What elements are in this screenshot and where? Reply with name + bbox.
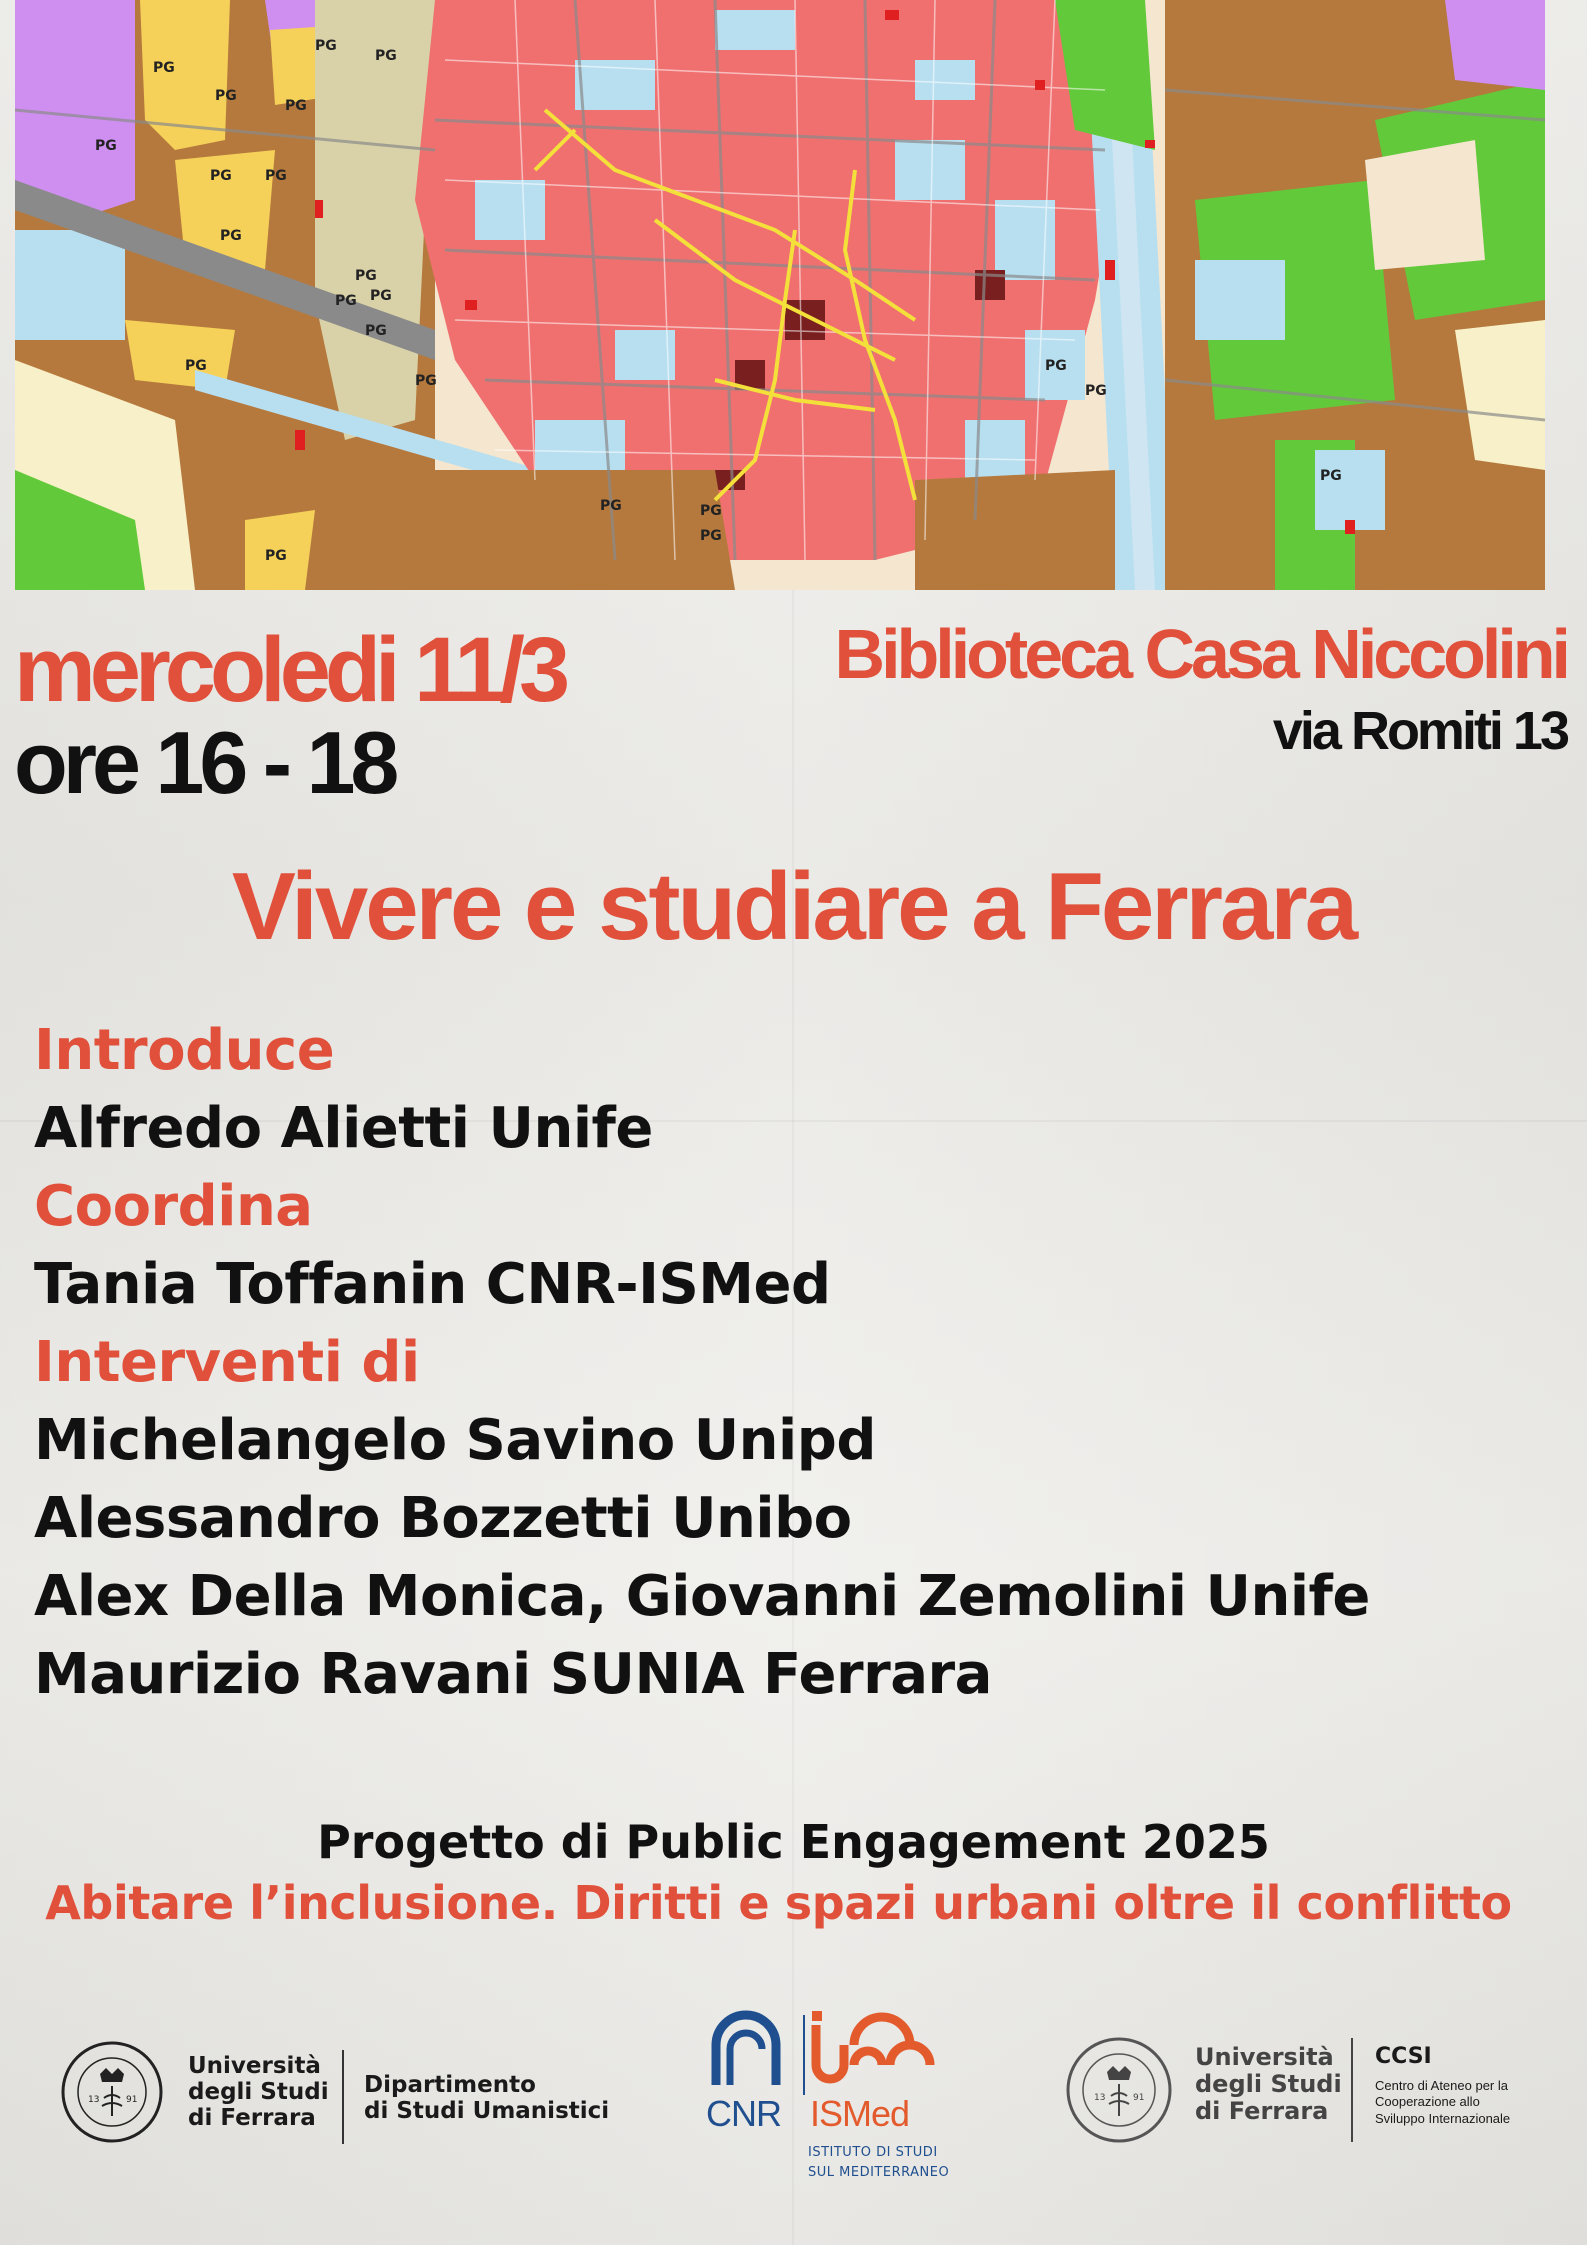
speaker-item: Alessandro Bozzetti Unibo [34, 1486, 852, 1551]
event-date: mercoledi 11/3 [14, 619, 565, 721]
map-zone-label: PG [285, 98, 307, 114]
ccsi-subtitle: Centro di Ateneo per la Cooperazione allo Sviluppo Internazionale [1375, 2078, 1511, 2126]
venue-address: via Romiti 13 [1272, 701, 1567, 761]
map-zone-label: PG [315, 38, 337, 54]
map-zone-label: PG [365, 323, 387, 339]
svg-text:13: 13 [88, 2095, 100, 2105]
university-seal-icon [1065, 2036, 1173, 2144]
map-zone-label: PG [1320, 468, 1342, 484]
logo-unife-dsu [60, 2040, 620, 2150]
map-zone-label: PG [1045, 358, 1067, 374]
map-zone-label: PG [215, 88, 237, 104]
role-interventi-label: Interventi di [34, 1330, 420, 1395]
role-introduce-label: Introduce [34, 1018, 335, 1083]
map-zone-label: PG [700, 503, 722, 519]
map-zone-label: PG [185, 358, 207, 374]
logo-divider [342, 2050, 344, 2144]
map-zone-label: PG [265, 168, 287, 184]
event-title: Vivere e studiare a Ferrara [231, 853, 1356, 960]
svg-text:91: 91 [1133, 2093, 1145, 2103]
ccsi-label: CCSI [1375, 2044, 1432, 2069]
map-zone-label: PG [153, 60, 175, 76]
speaker-item: Michelangelo Savino Unipd [34, 1408, 876, 1473]
map-zone-label: PG [220, 228, 242, 244]
coordina-speaker: Tania Toffanin CNR-ISMed [34, 1252, 831, 1317]
cnr-ismed-mark-icon [704, 2005, 974, 2095]
ismed-label: ISMed [810, 2093, 910, 2134]
speaker-item: Maurizio Ravani SUNIA Ferrara [34, 1642, 992, 1707]
speaker-item: Alex Della Monica, Giovanni Zemolini Unife [34, 1564, 1370, 1629]
project-title: Abitare l’inclusione. Diritti e spazi urbani oltre il conflitto [45, 1876, 1512, 1930]
ismed-subtitle: ISTITUTO DI STUDI SUL MEDITERRANEO [808, 2145, 950, 2180]
city-plan-map [15, 0, 1545, 590]
map-zone-label: PG [335, 293, 357, 309]
introduce-speaker: Alfredo Alietti Unife [34, 1096, 653, 1161]
map-zone-label: PG [355, 268, 377, 284]
map-zone-label: PG [95, 138, 117, 154]
svg-text:91: 91 [126, 2095, 138, 2105]
logo-unife-ccsi [1065, 2030, 1545, 2150]
project-label: Progetto di Public Engagement 2025 [317, 1815, 1270, 1869]
unife-name: Università degli Studi di Ferrara [188, 2053, 329, 2131]
map-zone-label: PG [265, 548, 287, 564]
logo-divider [1351, 2038, 1353, 2142]
unife-name: Università degli Studi di Ferrara [1195, 2043, 1342, 2125]
logo-cnr-ismed [704, 2005, 974, 2205]
city-plan-map-graphic [15, 0, 1545, 590]
map-zone-label: PG [210, 168, 232, 184]
university-seal-icon [60, 2040, 164, 2144]
event-time: ore 16 - 18 [14, 713, 395, 812]
program-list [34, 1012, 1534, 1714]
map-zone-label: PG [415, 373, 437, 389]
map-zone-label: PG [700, 528, 722, 544]
map-zone-label: PG [600, 498, 622, 514]
svg-text:13: 13 [1094, 2093, 1106, 2103]
map-zone-label: PG [370, 288, 392, 304]
cnr-label: CNR [706, 2093, 781, 2134]
map-zone-label: PG [1085, 383, 1107, 399]
map-zone-label: PG [375, 48, 397, 64]
role-coordina-label: Coordina [34, 1174, 313, 1239]
venue-name: Biblioteca Casa Niccolini [834, 615, 1567, 693]
department-name: Dipartimento di Studi Umanistici [364, 2072, 610, 2125]
